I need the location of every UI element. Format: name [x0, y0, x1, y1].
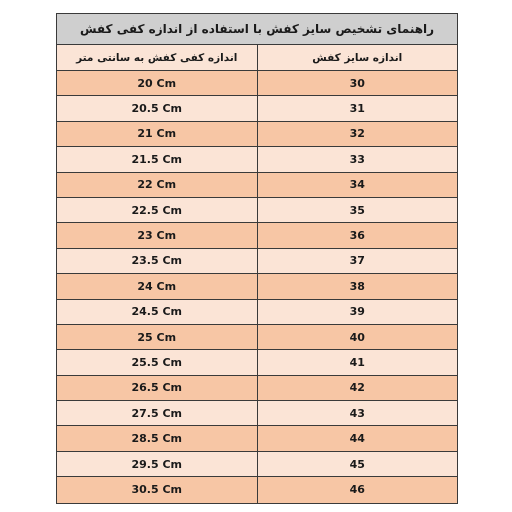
table-row	[57, 198, 457, 223]
shoe-size-chart	[56, 13, 458, 504]
insole-cell: 29.5 Cm	[131, 457, 182, 471]
insole-cell: 21.5 Cm	[131, 152, 182, 166]
table-row	[57, 350, 457, 375]
size-cell: 31	[257, 96, 458, 120]
insole-cell: 22 Cm	[137, 178, 177, 192]
size-cell: 36	[257, 223, 458, 247]
header-insole: اندازه کفی کفش به سانتی متر	[76, 51, 238, 64]
table-row	[57, 376, 457, 401]
insole-cell: 20 Cm	[137, 76, 177, 90]
size-cell: 43	[257, 401, 458, 425]
size-cell: 45	[257, 452, 458, 476]
table-row	[57, 477, 457, 502]
header-size: اندازه سایز کفش	[257, 45, 458, 70]
size-cell: 32	[257, 122, 458, 146]
size-cell: 46	[257, 477, 458, 502]
size-cell: 38	[257, 274, 458, 298]
size-cell: 33	[257, 147, 458, 171]
insole-cell: 25.5 Cm	[131, 355, 182, 369]
size-cell: 42	[257, 376, 458, 400]
header-row	[57, 45, 457, 71]
table-row	[57, 173, 457, 198]
insole-cell: 28.5 Cm	[131, 432, 182, 446]
insole-cell: 30.5 Cm	[131, 483, 182, 497]
table-row	[57, 452, 457, 477]
table-row	[57, 71, 457, 96]
table-row	[57, 300, 457, 325]
insole-cell: 23.5 Cm	[131, 254, 182, 268]
table-row	[57, 426, 457, 451]
table-row	[57, 122, 457, 147]
table-row	[57, 274, 457, 299]
insole-cell: 25 Cm	[137, 330, 177, 344]
table-row	[57, 147, 457, 172]
size-cell: 30	[257, 71, 458, 95]
size-cell: 35	[257, 198, 458, 222]
table-row	[57, 401, 457, 426]
insole-cell: 24.5 Cm	[131, 305, 182, 319]
insole-cell: 21 Cm	[137, 127, 177, 141]
table-body	[57, 71, 457, 503]
size-cell: 41	[257, 350, 458, 374]
insole-cell: 23 Cm	[137, 229, 177, 243]
insole-cell: 26.5 Cm	[131, 381, 182, 395]
size-cell: 40	[257, 325, 458, 349]
insole-cell: 20.5 Cm	[131, 102, 182, 116]
table-row	[57, 249, 457, 274]
size-cell: 44	[257, 426, 458, 450]
table-row	[57, 96, 457, 121]
size-cell: 37	[257, 249, 458, 273]
size-cell: 39	[257, 300, 458, 324]
table-row	[57, 223, 457, 248]
insole-cell: 22.5 Cm	[131, 203, 182, 217]
chart-title: راهنمای تشخیص سایز کفش با استفاده از اندازه کفی کفش	[57, 14, 457, 45]
insole-cell: 24 Cm	[137, 279, 177, 293]
table-row	[57, 325, 457, 350]
size-cell: 34	[257, 173, 458, 197]
insole-cell: 27.5 Cm	[131, 406, 182, 420]
